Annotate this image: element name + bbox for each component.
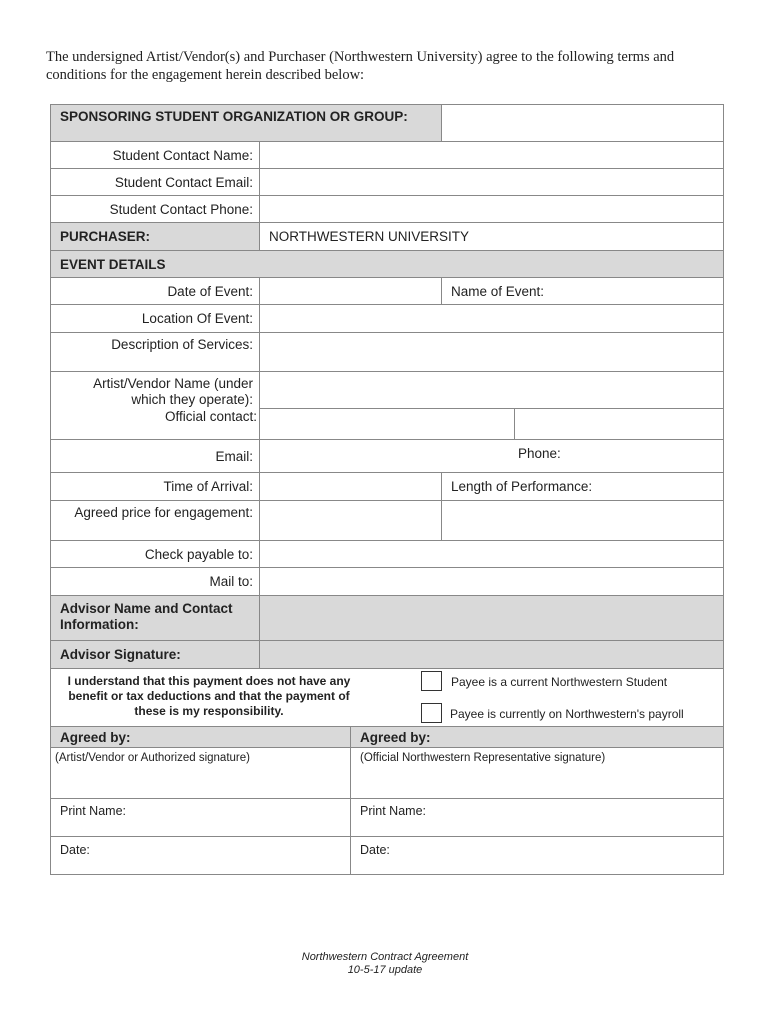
current-student-label: Payee is a current Northwestern Student (451, 675, 668, 689)
payroll-checkbox[interactable] (421, 703, 442, 723)
artist-vendor-name-field[interactable] (259, 371, 724, 409)
student-contact-name-field[interactable] (259, 141, 724, 169)
student-contact-email-label: Student Contact Email: (50, 168, 260, 196)
sponsoring-header (50, 104, 442, 142)
artist-signature-field[interactable] (50, 747, 351, 799)
official-contact-field-2[interactable] (514, 408, 724, 440)
mail-to-label: Mail to: (50, 567, 260, 596)
advisor-signature-field[interactable] (259, 640, 724, 669)
description-of-services-field[interactable] (259, 332, 724, 372)
student-contact-phone-label: Student Contact Phone: (50, 195, 260, 223)
advisor-name-contact-label: Advisor Name and Contact Information: (50, 595, 260, 641)
location-of-event-field[interactable] (259, 304, 724, 333)
purchaser-value: NORTHWESTERN UNIVERSITY (259, 222, 724, 251)
sponsoring-org-field[interactable] (441, 104, 724, 142)
understand-text: I understand that this payment does not have any benefit or tax deductions and that the payment of these is my responsibility. (67, 674, 351, 718)
right-print-name-field[interactable] (350, 798, 724, 837)
name-of-event-field[interactable] (441, 277, 724, 305)
right-date-label: Date: (360, 843, 390, 857)
agreed-by-left-header: Agreed by: (50, 726, 351, 748)
mail-to-field[interactable] (259, 567, 724, 596)
student-contact-email-field[interactable] (259, 168, 724, 196)
agreed-price-label: Agreed price for engagement: (50, 500, 260, 541)
event-details-header: EVENT DETAILS (50, 250, 724, 278)
intro-paragraph: The undersigned Artist/Vendor(s) and Purchaser (Northwestern University) agree to the following terms and conditions for the engagement herein described below: (46, 49, 675, 83)
email-label: Email: (50, 439, 260, 473)
official-contact-field-1[interactable] (259, 408, 515, 440)
description-of-services-label: Description of Services: (50, 332, 260, 372)
left-print-name-label: Print Name: (60, 804, 126, 818)
check-payable-to-field[interactable] (259, 540, 724, 568)
advisor-name-contact-field[interactable] (259, 595, 724, 641)
time-of-arrival-field[interactable] (259, 472, 442, 501)
time-of-arrival-label: Time of Arrival: (50, 472, 260, 501)
footer-date: 10-5-17 update (347, 964, 423, 976)
artist-vendor-label-cell (50, 371, 260, 440)
agreed-price-extra-field[interactable] (441, 500, 724, 541)
email-phone-field[interactable] (259, 439, 724, 473)
date-of-event-label: Date of Event: (50, 277, 260, 305)
artist-vendor-name-label: Artist/Vendor Name (under which they operate): (93, 376, 253, 407)
official-signature-field[interactable] (350, 747, 724, 799)
right-date-field[interactable] (350, 836, 724, 875)
left-date-label: Date: (60, 843, 90, 857)
acknowledgement-block (50, 668, 724, 727)
agreed-price-field[interactable] (259, 500, 442, 541)
check-payable-to-label: Check payable to: (50, 540, 260, 568)
footer-title: Northwestern Contract Agreement (301, 951, 469, 963)
date-of-event-field[interactable] (259, 277, 442, 305)
right-print-name-label: Print Name: (360, 804, 426, 818)
official-signature-label: (Official Northwestern Representative signature) (360, 752, 606, 764)
sponsoring-header-text: SPONSORING STUDENT ORGANIZATION OR GROUP: (60, 109, 408, 124)
agreed-by-right-header: Agreed by: (350, 726, 724, 748)
student-contact-name-label: Student Contact Name: (50, 141, 260, 169)
student-contact-phone-field[interactable] (259, 195, 724, 223)
left-print-name-field[interactable] (50, 798, 351, 837)
phone-label: Phone: (518, 446, 561, 461)
left-date-field[interactable] (50, 836, 351, 875)
payroll-label: Payee is currently on Northwestern's payroll (450, 707, 684, 721)
name-of-event-label: Name of Event: (451, 283, 545, 299)
purchaser-label: PURCHASER: (50, 222, 260, 251)
length-of-performance-field[interactable] (441, 472, 724, 501)
official-contact-label: Official contact: (164, 409, 257, 424)
artist-signature-label: (Artist/Vendor or Authorized signature) (55, 752, 250, 764)
location-of-event-label: Location Of Event: (50, 304, 260, 333)
advisor-signature-label: Advisor Signature: (50, 640, 260, 669)
length-of-performance-label: Length of Performance: (451, 479, 593, 494)
current-student-checkbox[interactable] (421, 671, 442, 691)
